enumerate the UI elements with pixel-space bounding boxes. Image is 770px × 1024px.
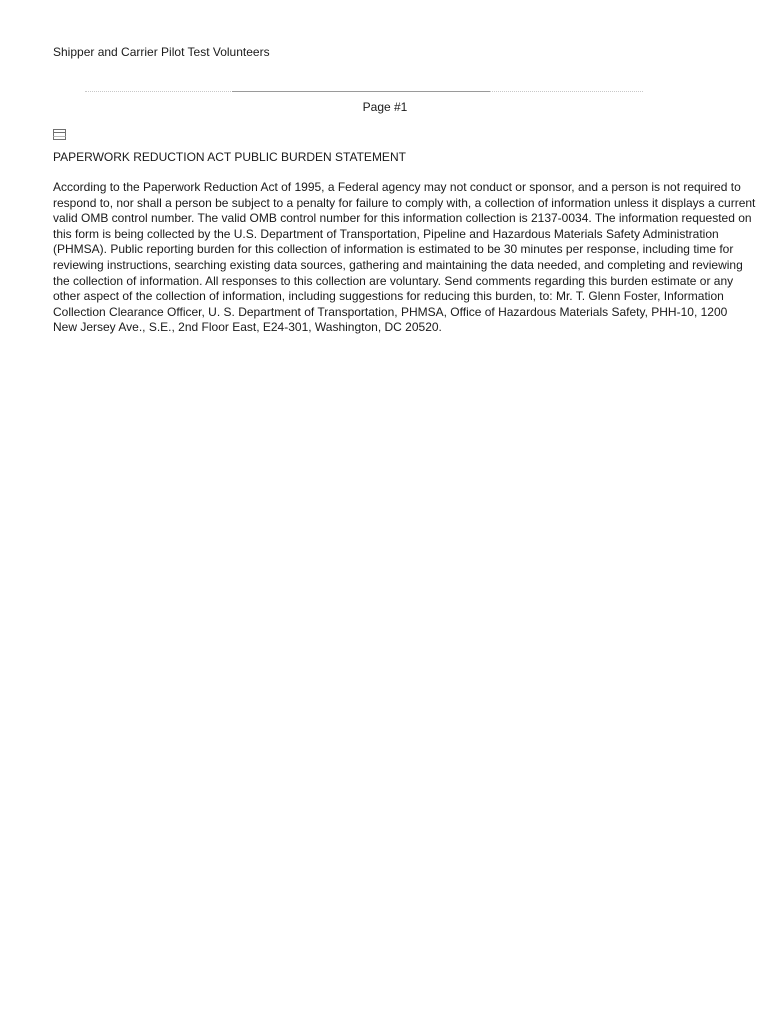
paragraph-line: this form is being collected by the U.S. Department of Transportation, Pipeline and Hazardous Materials Safety Administration	[53, 226, 719, 241]
page-divider-accent	[232, 91, 490, 92]
burden-statement-paragraph	[53, 180, 756, 336]
paragraph-line: Collection Clearance Officer, U. S. Department of Transportation, PHMSA, Office of Hazardous Materials Safety, PHH-10, 1200	[53, 304, 728, 319]
document-title: Shipper and Carrier Pilot Test Volunteers	[53, 45, 270, 59]
paragraph-line: other aspect of the collection of information, including suggestions for reducing this burden, to: Mr. T. Glenn Foster, Information	[53, 289, 724, 304]
paragraph-line: the collection of information. All responses to this collection are voluntary. Send comments regarding this burden estimate or any	[53, 273, 734, 288]
form-frame-icon	[53, 129, 66, 140]
paragraph-line: New Jersey Ave., S.E., 2nd Floor East, E24-301, Washington, DC 20520.	[53, 320, 442, 335]
paragraph-line: valid OMB control number. The valid OMB control number for this information collection is 2137-0034. The information requested on	[53, 211, 752, 226]
page-number: Page #1	[362, 100, 408, 114]
paragraph-line: reviewing instructions, searching existing data sources, gathering and maintaining the data needed, and completing and reviewing	[53, 257, 743, 272]
paragraph-line: (PHMSA). Public reporting burden for this collection of information is estimated to be 30 minutes per response, including time for	[53, 242, 734, 257]
paragraph-line: respond to, nor shall a person be subject to a penalty for failure to comply with, a collection of information unless it displays a current	[53, 195, 756, 210]
paragraph-line: According to the Paperwork Reduction Act of 1995, a Federal agency may not conduct or sponsor, and a person is not required to	[53, 180, 741, 194]
section-heading: PAPERWORK REDUCTION ACT PUBLIC BURDEN STATEMENT	[53, 150, 406, 164]
